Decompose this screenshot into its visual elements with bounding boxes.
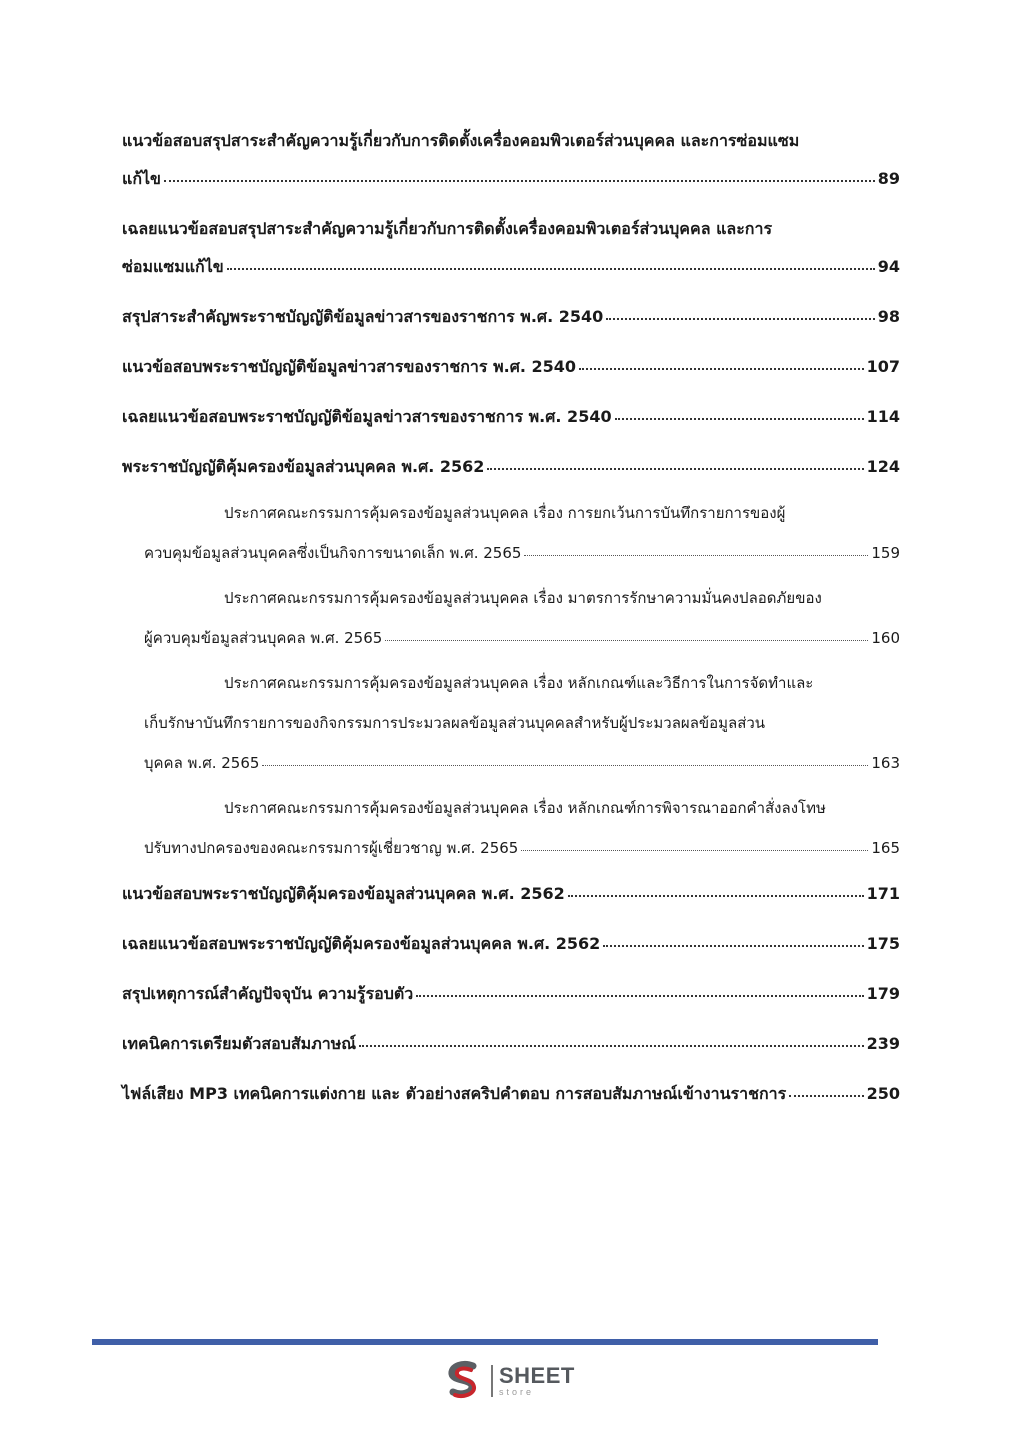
toc-entry[interactable] (122, 298, 900, 336)
toc-entry-title: พระราชบัญญัติคุ้มครองข้อมูลส่วนบุคคล พ.ศ. 2562 (122, 457, 485, 476)
sheet-store-logo (443, 1359, 575, 1403)
toc-entry[interactable] (122, 1025, 900, 1063)
toc-page-number: 107 (866, 357, 900, 376)
dot-leader (579, 356, 864, 372)
toc-subentry[interactable] (144, 493, 900, 573)
dot-leader (615, 406, 864, 422)
toc-entry[interactable] (122, 448, 900, 486)
toc-entry-title: แนวข้อสอบสรุปสาระสำคัญความรู้เกี่ยวกับการติดตั้งเครื่องคอมพิวเตอร์ส่วนบุคคล และการซ่อมแซม (122, 131, 800, 150)
toc-entry[interactable] (122, 925, 900, 963)
toc-subentry-title-cont: ปรับทางปกครองของคณะกรรมการผู้เชี่ยวชาญ พ.ศ. 2565 (144, 839, 519, 857)
toc-entry-title: เทคนิคการเตรียมตัวสอบสัมภาษณ์ (122, 1034, 357, 1053)
toc-subentry-title-cont: ผู้ควบคุมข้อมูลส่วนบุคคล พ.ศ. 2565 (144, 629, 383, 647)
toc-subentry[interactable] (144, 578, 900, 658)
toc-page-number: 159 (871, 544, 900, 562)
toc-page-number: 179 (866, 984, 900, 1003)
table-of-contents (122, 118, 900, 1113)
toc-subentry-title: ประกาศคณะกรรมการคุ้มครองข้อมูลส่วนบุคคล เรื่อง การยกเว้นการบันทึกรายการของผู้ (224, 504, 786, 522)
dot-leader (568, 883, 864, 899)
toc-page-number: 239 (866, 1034, 900, 1053)
toc-page-number: 89 (877, 169, 900, 188)
toc-entry-title: เฉลยแนวข้อสอบพระราชบัญญัติข้อมูลข่าวสารของราชการ พ.ศ. 2540 (122, 407, 612, 426)
toc-subentry-title-cont: บุคคล พ.ศ. 2565 (144, 754, 260, 772)
toc-page-number: 175 (866, 934, 900, 953)
dot-leader (262, 753, 868, 768)
toc-entry[interactable] (122, 398, 900, 436)
toc-page-number: 163 (871, 754, 900, 772)
dot-leader (789, 1083, 863, 1099)
toc-entry[interactable] (122, 875, 900, 913)
logo-wordmark (499, 1365, 575, 1397)
toc-entry[interactable] (122, 348, 900, 386)
toc-subentry[interactable] (144, 663, 900, 783)
toc-page-number: 160 (871, 629, 900, 647)
sheet-store-logo-icon (443, 1360, 485, 1402)
toc-subentry-title-cont: เก็บรักษาบันทึกรายการของกิจกรรมการประมวลผลข้อมูลส่วนบุคคลสำหรับผู้ประมวลผลข้อมูลส่วน (144, 714, 766, 732)
toc-subentry-title: ประกาศคณะกรรมการคุ้มครองข้อมูลส่วนบุคคล เรื่อง หลักเกณฑ์และวิธีการในการจัดทำและ (224, 674, 814, 692)
dot-leader (227, 256, 875, 272)
toc-entry[interactable] (122, 122, 900, 198)
dot-leader (385, 628, 868, 643)
toc-page-number: 171 (866, 884, 900, 903)
toc-entry-title: เฉลยแนวข้อสอบสรุปสาระสำคัญความรู้เกี่ยวกับการติดตั้งเครื่องคอมพิวเตอร์ส่วนบุคคล และการ (122, 219, 773, 238)
toc-entry-title: สรุปเหตุการณ์สำคัญปัจจุบัน ความรู้รอบตัว (122, 984, 414, 1003)
toc-page-number: 98 (877, 307, 900, 326)
toc-entry-title-cont: แก้ไข (122, 169, 161, 188)
toc-page-number: 124 (866, 457, 900, 476)
toc-entry-title: เฉลยแนวข้อสอบพระราชบัญญัติคุ้มครองข้อมูลส่วนบุคคล พ.ศ. 2562 (122, 934, 601, 953)
toc-entry[interactable] (122, 975, 900, 1013)
logo-word: SHEET (499, 1363, 575, 1388)
toc-entry-title: แนวข้อสอบพระราชบัญญัติข้อมูลข่าวสารของราชการ พ.ศ. 2540 (122, 357, 577, 376)
toc-entry-title: สรุปสาระสำคัญพระราชบัญญัติข้อมูลข่าวสารของราชการ พ.ศ. 2540 (122, 307, 604, 326)
logo-subword: store (499, 1387, 535, 1397)
toc-entry[interactable] (122, 210, 900, 286)
toc-page-number: 114 (866, 407, 900, 426)
toc-entry[interactable] (122, 1075, 900, 1113)
toc-page-number: 165 (871, 839, 900, 857)
footer-divider (92, 1339, 878, 1345)
dot-leader (521, 838, 868, 853)
dot-leader (164, 168, 875, 184)
toc-entry-title: ไฟล์เสียง MP3 เทคนิคการแต่งกาย และ ตัวอย่างสคริปคำตอบ การสอบสัมภาษณ์เข้างานราชการ (122, 1084, 787, 1103)
toc-subentry-title-cont: ควบคุมข้อมูลส่วนบุคคลซึ่งเป็นกิจการขนาดเล็ก พ.ศ. 2565 (144, 544, 522, 562)
toc-entry-title-cont: ซ่อมแซมแก้ไข (122, 257, 224, 276)
dot-leader (606, 306, 874, 322)
toc-subentry-title: ประกาศคณะกรรมการคุ้มครองข้อมูลส่วนบุคคล เรื่อง มาตรการรักษาความมั่นคงปลอดภัยของ (224, 589, 822, 607)
toc-entry-title: แนวข้อสอบพระราชบัญญัติคุ้มครองข้อมูลส่วนบุคคล พ.ศ. 2562 (122, 884, 565, 903)
toc-subentry-title: ประกาศคณะกรรมการคุ้มครองข้อมูลส่วนบุคคล เรื่อง หลักเกณฑ์การพิจารณาออกคำสั่งลงโทษ (224, 799, 826, 817)
dot-leader (487, 456, 863, 472)
toc-page-number: 94 (877, 257, 900, 276)
toc-subentry[interactable] (144, 788, 900, 868)
dot-leader (603, 933, 863, 949)
dot-leader (416, 983, 863, 999)
logo-separator (491, 1365, 493, 1397)
dot-leader (359, 1033, 863, 1049)
dot-leader (524, 543, 868, 558)
toc-page-number: 250 (866, 1084, 900, 1103)
